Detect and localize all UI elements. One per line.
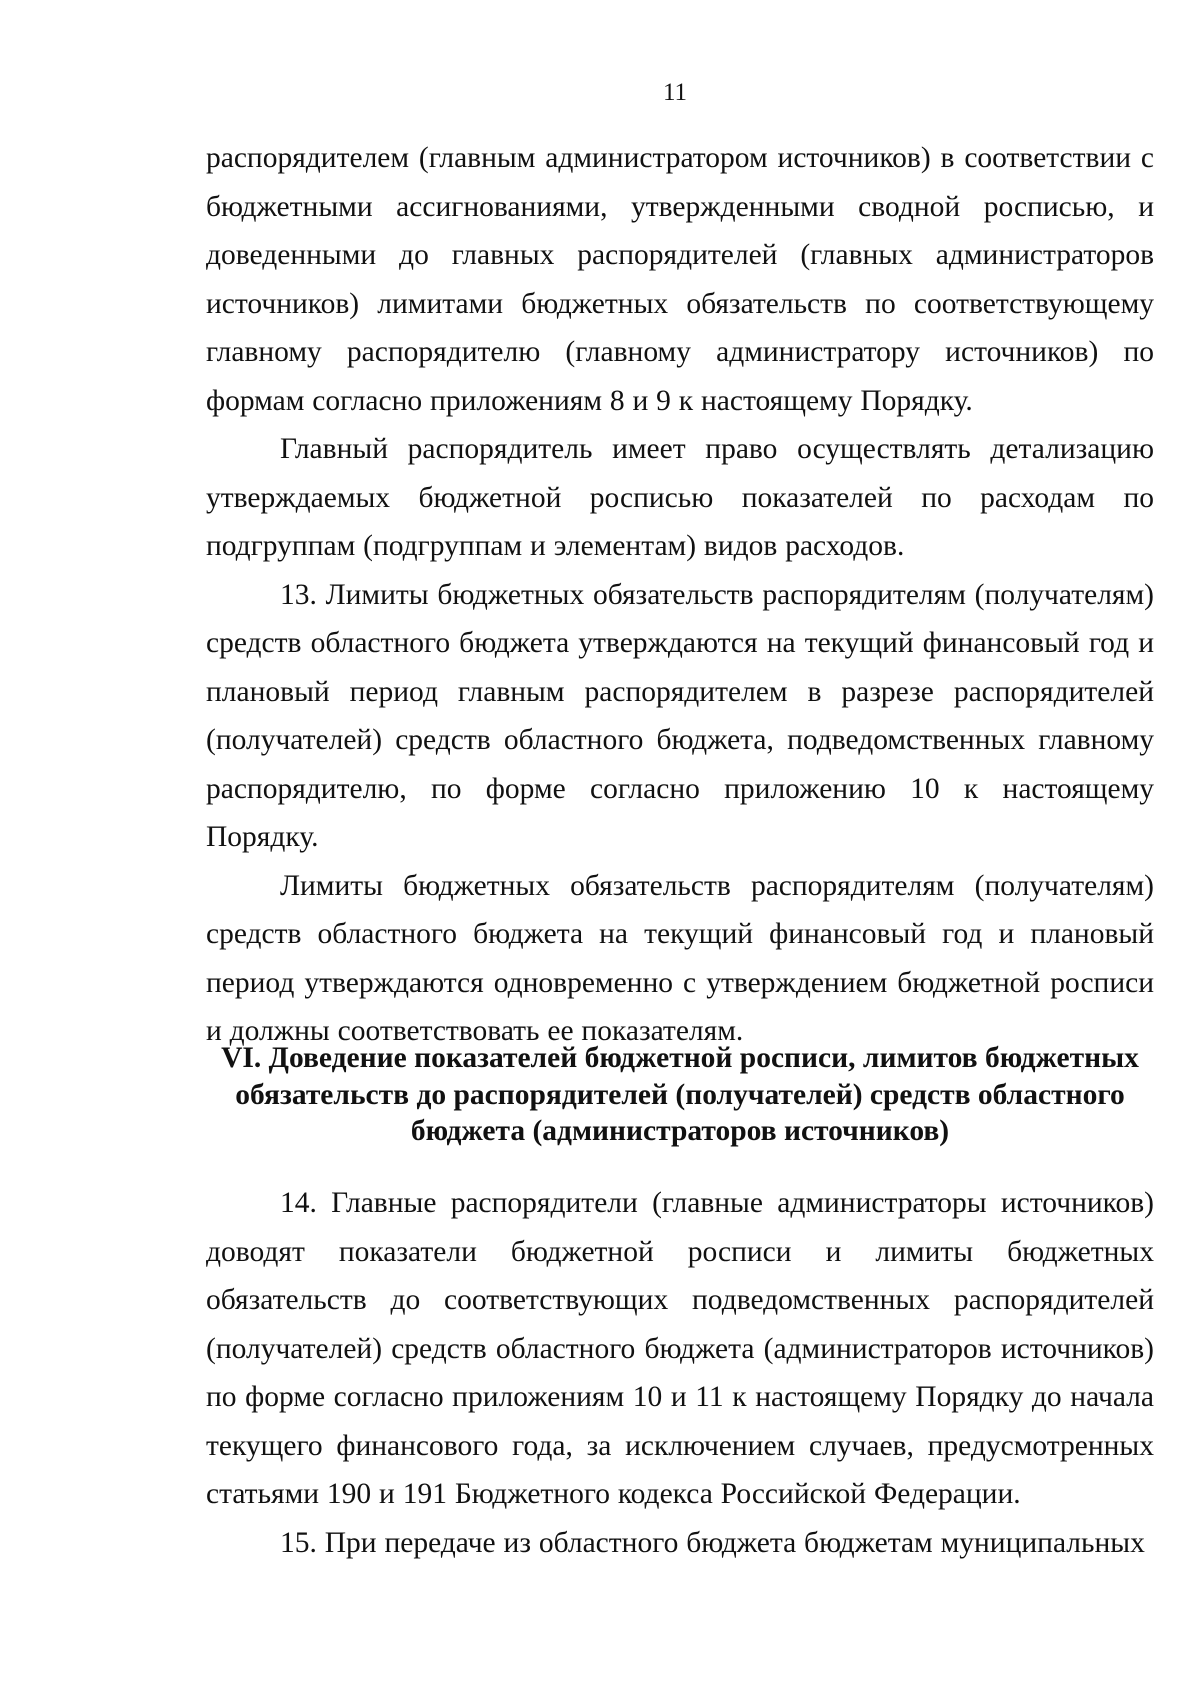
paragraph-item-13: 13. Лимиты бюджетных обязательств распорядителям (получателям) средств областного бюджета утверждаются на текущий финансовый год и плановый период главным распорядителем в разрезе распорядителей (получателей) средств областного бюджета, подведомственных главному распорядителю, по форме согласно приложению 10 к настоящему Порядку.	[206, 578, 1154, 853]
page-number: 11	[662, 79, 688, 106]
paragraph-continuation: распорядителем (главным администратором источников) в соответствии с бюджетными ассигнованиями, утвержденными сводной росписью, и доведенными до главных распорядителей (главных администраторов источников) лимитами бюджетных обязательств по соответствующему главному распорядителю (главному администратору источников) по формам согласно приложениям 8 и 9 к настоящему Порядку.	[206, 142, 1154, 417]
document-body-bottom	[206, 1179, 1154, 1567]
paragraph-detalization: Главный распорядитель имеет право осуществлять детализацию утверждаемых бюджетной росписью показателей по расходам по подгруппам (подгруппам и элементам) видов расходов.	[206, 433, 1154, 562]
section-heading: VI. Доведение показателей бюджетной росписи, лимитов бюджетных обязательств до распорядителей (получателей) средств областного бюджета (администраторов источников)	[221, 1042, 1139, 1147]
paragraph-item-15: 15. При передаче из областного бюджета бюджетам муниципальных	[280, 1526, 1145, 1559]
paragraph-item-14: 14. Главные распорядители (главные администраторы источников) доводят показатели бюджетной росписи и лимиты бюджетных обязательств до соответствующих подведомственных распорядителей (получателей) средств областного бюджета (администраторов источников) по форме согласно приложениям 10 и 11 к настоящему Порядку до начала текущего финансового года, за исключением случаев, предусмотренных статьями 190 и 191 Бюджетного кодекса Российской Федерации.	[206, 1187, 1154, 1510]
paragraph-limits: Лимиты бюджетных обязательств распорядителям (получателям) средств областного бюджета на текущий финансовый год и плановый период утверждаются одновременно с утверждением бюджетной росписи и должны соответствовать ее показателям.	[206, 869, 1154, 1047]
document-body-top	[206, 134, 1154, 1056]
